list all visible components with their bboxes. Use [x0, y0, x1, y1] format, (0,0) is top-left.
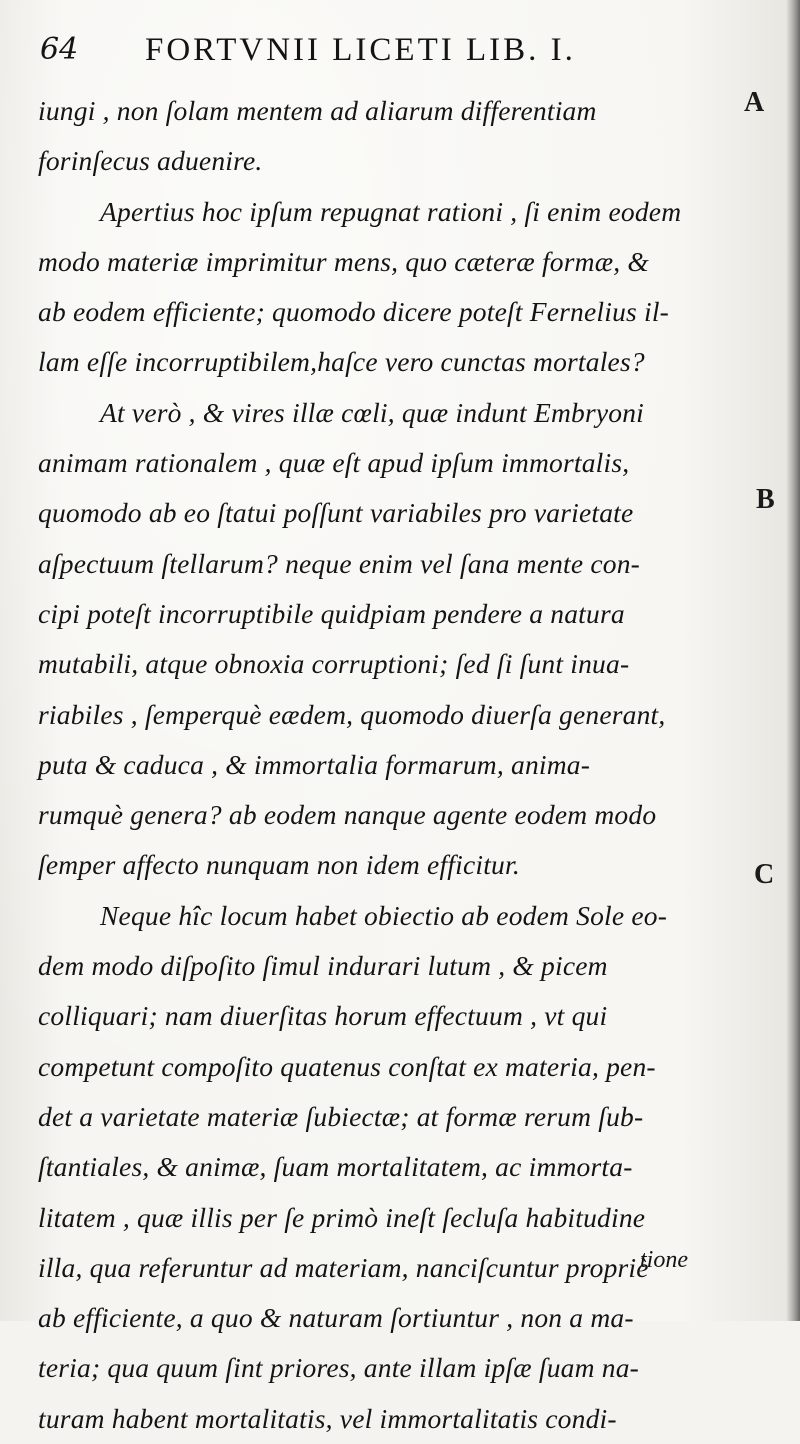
catchword: tione [640, 1247, 688, 1273]
text-line: colliquari; nam diuerſitas horum effectuum , vt qui [38, 1000, 608, 1032]
paragraph-start-line: Neque hîc locum habet obiectio ab eodem Sole eo- [100, 899, 668, 931]
text-line: aſpectuum ſtellarum? neque enim vel ſana mente con- [38, 547, 641, 579]
text-line: ab eodem efficiente; quomodo dicere poteſt Fernelius il- [38, 296, 670, 328]
text-line: teria; qua quum ſint priores, ante illam ipſæ ſuam na- [38, 1352, 640, 1384]
body-text [38, 86, 750, 1444]
text-line: illa, qua referuntur ad materiam, nanciſcuntur propriè [38, 1251, 649, 1283]
text-line: turam habent mortalitatis, vel immortalitatis condi- [38, 1402, 617, 1434]
margin-letter-b: B [756, 484, 775, 515]
text-line: modo materiæ imprimitur mens, quo cæteræ formæ, & [38, 245, 649, 277]
text-line: animam rationalem , quæ eſt apud ipſum immortalis, [38, 447, 630, 479]
running-title: FORTVNII LICETI LIB. I. [145, 32, 576, 68]
text-line: ab efficiente, a quo & naturam ſortiuntur , non a ma- [38, 1302, 634, 1334]
text-line: litatem , quæ illis per ſe primò ineſt ſecluſa habitudine [38, 1201, 646, 1233]
text-line: mutabili, atque obnoxia corruptioni; ſed ſi ſunt inua- [38, 648, 630, 680]
text-line: iungi , non ſolam mentem ad aliarum differentiam [38, 95, 597, 126]
text-line: puta & caduca , & immortalia formarum, anima- [38, 748, 591, 780]
text-line: riabiles , ſemperquè eædem, quomodo diuerſa generant, [38, 698, 666, 730]
text-line: rumquè genera? ab eodem nanque agente eodem modo [38, 799, 657, 831]
text-line: quomodo ab eo ſtatui poſſunt variabiles pro varietate [38, 497, 634, 529]
page-number: 64 [40, 32, 79, 67]
text-line: cipi poteſt incorruptibile quidpiam pendere a natura [38, 597, 625, 629]
margin-letter-c: C [754, 859, 775, 890]
text-line: lam eſſe incorruptibilem,haſce vero cunctas mortales? [38, 346, 645, 378]
paragraph-start-line: Apertius hoc ipſum repugnat rationi , ſi enim eodem [100, 195, 682, 227]
text-line: det a varietate materiæ ſubiectæ; at formæ rerum ſub- [38, 1100, 644, 1132]
margin-letter-a: A [744, 87, 765, 118]
text-line: dem modo diſpoſito ſimul indurari lutum , & picem [38, 950, 608, 982]
text-line: ſemper affecto nunquam non idem efficitur. [38, 849, 520, 881]
page-header [40, 30, 740, 74]
text-line: ſtantiales, & animæ, ſuam mortalitatem, ac immorta- [38, 1151, 633, 1183]
page-gutter-shadow [786, 0, 800, 1321]
text-line: forinſecus aduenire. [38, 145, 263, 177]
paragraph-start-line: At verò , & vires illæ cœli, quæ indunt Embryoni [100, 396, 645, 428]
text-line: competunt compoſito quatenus conſtat ex materia, pen- [38, 1050, 656, 1082]
